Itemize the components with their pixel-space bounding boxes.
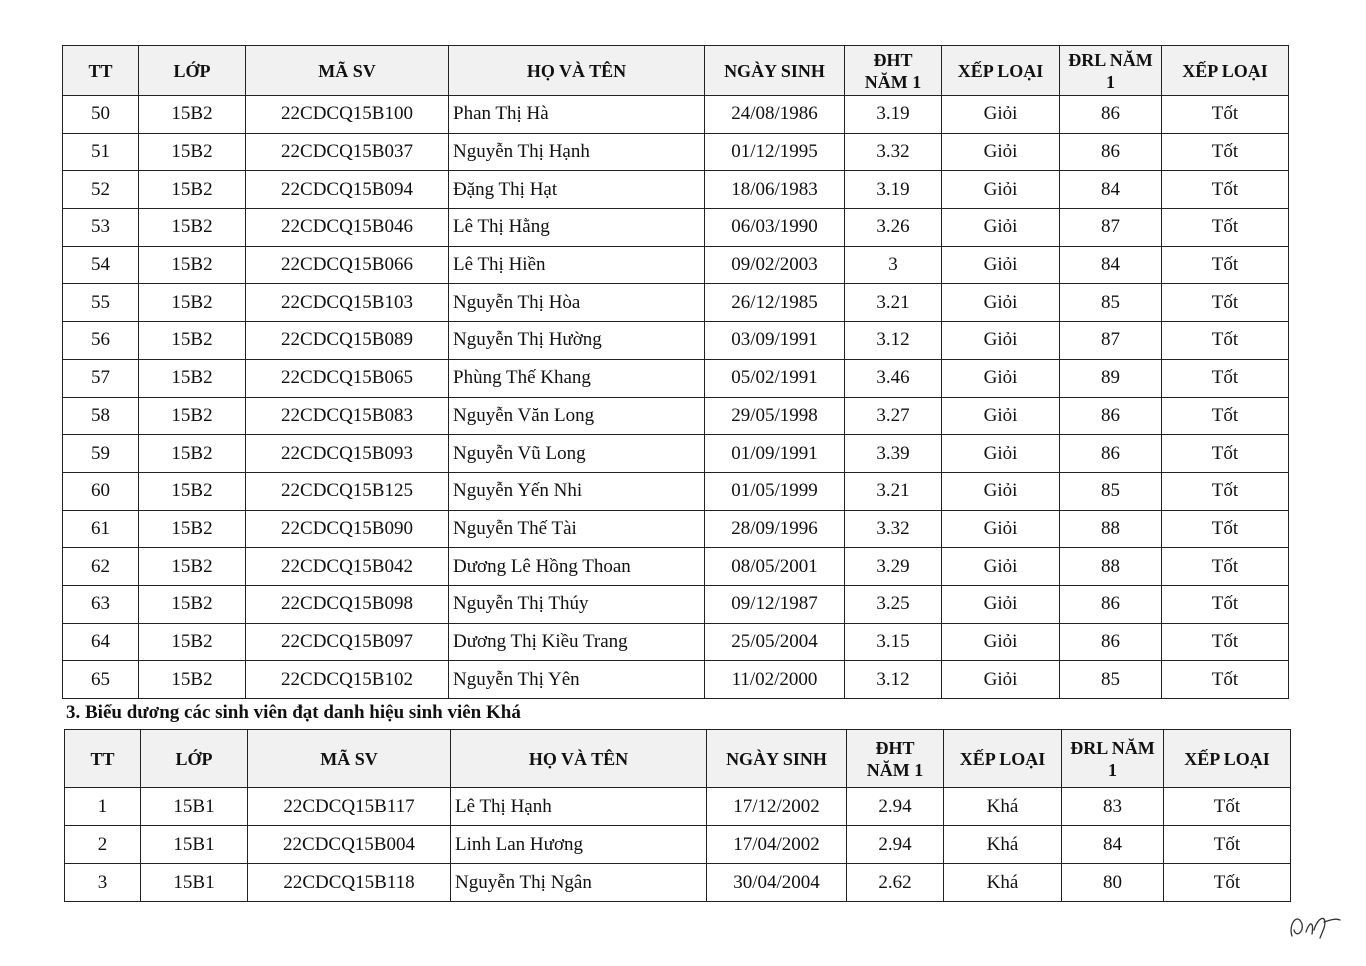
column-header: ĐRL NĂM 1: [1062, 730, 1164, 788]
table-cell: 2.94: [847, 826, 944, 864]
table-cell: Lê Thị Hiền: [449, 246, 705, 284]
table-cell: Nguyễn Thị Yên: [449, 661, 705, 699]
table-row: [63, 171, 1289, 209]
table-cell: 62: [63, 548, 139, 586]
table-cell: Tốt: [1164, 864, 1291, 902]
table-cell: 09/02/2003: [705, 246, 845, 284]
table-row: [63, 435, 1289, 473]
table-cell: Nguyễn Văn Long: [449, 397, 705, 435]
table-row: [63, 472, 1289, 510]
table-cell: 80: [1062, 864, 1164, 902]
table-cell: 15B2: [139, 472, 246, 510]
table-cell: 61: [63, 510, 139, 548]
table-cell: 60: [63, 472, 139, 510]
table-cell: Giỏi: [942, 661, 1060, 699]
column-header: HỌ VÀ TÊN: [451, 730, 707, 788]
table-cell: Tốt: [1162, 171, 1289, 209]
table-cell: Đặng Thị Hạt: [449, 171, 705, 209]
table-cell: 24/08/1986: [705, 96, 845, 134]
table-cell: Tốt: [1162, 359, 1289, 397]
table-cell: 3.21: [845, 472, 942, 510]
column-header: XẾP LOẠI: [1164, 730, 1291, 788]
table-cell: 88: [1060, 548, 1162, 586]
table-cell: Giỏi: [942, 435, 1060, 473]
table-row: [63, 284, 1289, 322]
table-cell: Nguyễn Thị Hạnh: [449, 133, 705, 171]
column-header: XẾP LOẠI: [1162, 46, 1289, 96]
table-cell: 56: [63, 322, 139, 360]
table-cell: 15B2: [139, 623, 246, 661]
table-row: [63, 246, 1289, 284]
table-cell: 3.19: [845, 171, 942, 209]
table-cell: 2.94: [847, 788, 944, 826]
table-cell: 51: [63, 133, 139, 171]
table-cell: 59: [63, 435, 139, 473]
table-cell: Tốt: [1162, 435, 1289, 473]
table-cell: 22CDCQ15B089: [246, 322, 449, 360]
table-cell: Khá: [944, 826, 1062, 864]
table-row: [63, 585, 1289, 623]
table-cell: 01/12/1995: [705, 133, 845, 171]
table-cell: 3.25: [845, 585, 942, 623]
table-cell: 22CDCQ15B037: [246, 133, 449, 171]
table-cell: 84: [1062, 826, 1164, 864]
table-cell: Tốt: [1162, 96, 1289, 134]
student-table-gioi: [62, 45, 1289, 699]
table-cell: 3: [65, 864, 141, 902]
table-cell: 22CDCQ15B090: [246, 510, 449, 548]
table-cell: Giỏi: [942, 284, 1060, 322]
table-cell: 22CDCQ15B094: [246, 171, 449, 209]
table-cell: Tốt: [1162, 623, 1289, 661]
table-cell: 15B2: [139, 359, 246, 397]
table-row: [63, 359, 1289, 397]
column-header: ĐRL NĂM 1: [1060, 46, 1162, 96]
table-row: [63, 133, 1289, 171]
table-row: [65, 864, 1291, 902]
table-cell: Giỏi: [942, 510, 1060, 548]
table-cell: Nguyễn Vũ Long: [449, 435, 705, 473]
column-header: XẾP LOẠI: [942, 46, 1060, 96]
table-cell: 22CDCQ15B093: [246, 435, 449, 473]
table-cell: 3.39: [845, 435, 942, 473]
table-cell: Tốt: [1162, 322, 1289, 360]
table-cell: 86: [1060, 435, 1162, 473]
table-cell: 15B2: [139, 322, 246, 360]
table-row: [65, 788, 1291, 826]
column-header: TT: [65, 730, 141, 788]
table-cell: Tốt: [1162, 133, 1289, 171]
table-cell: 25/05/2004: [705, 623, 845, 661]
table-cell: 03/09/1991: [705, 322, 845, 360]
table-cell: 15B2: [139, 548, 246, 586]
table-cell: Phan Thị Hà: [449, 96, 705, 134]
table-cell: Giỏi: [942, 397, 1060, 435]
table-cell: 15B2: [139, 661, 246, 699]
table-cell: 3.26: [845, 209, 942, 247]
table-cell: 86: [1060, 96, 1162, 134]
table-row: [63, 209, 1289, 247]
table-cell: 65: [63, 661, 139, 699]
table-cell: 2: [65, 826, 141, 864]
table-cell: 15B1: [141, 826, 248, 864]
table-cell: 85: [1060, 284, 1162, 322]
column-header: MÃ SV: [248, 730, 451, 788]
table-body: [63, 96, 1289, 699]
table-cell: 15B2: [139, 96, 246, 134]
table-cell: 87: [1060, 209, 1162, 247]
table-cell: Tốt: [1162, 246, 1289, 284]
table-cell: 15B1: [141, 788, 248, 826]
table-cell: Giỏi: [942, 246, 1060, 284]
table-cell: Giỏi: [942, 623, 1060, 661]
table-row: [63, 397, 1289, 435]
table-cell: 3.12: [845, 322, 942, 360]
table-cell: 22CDCQ15B102: [246, 661, 449, 699]
column-header: MÃ SV: [246, 46, 449, 96]
table-cell: Khá: [944, 864, 1062, 902]
table-cell: Giỏi: [942, 585, 1060, 623]
table-cell: 2.62: [847, 864, 944, 902]
table-cell: 3.46: [845, 359, 942, 397]
table-cell: 22CDCQ15B100: [246, 96, 449, 134]
column-header: NGÀY SINH: [705, 46, 845, 96]
table-cell: Giỏi: [942, 209, 1060, 247]
table-cell: 22CDCQ15B083: [246, 397, 449, 435]
table-row: [63, 96, 1289, 134]
table-cell: 3.15: [845, 623, 942, 661]
table-cell: 3.19: [845, 96, 942, 134]
table-cell: 22CDCQ15B066: [246, 246, 449, 284]
table-cell: Nguyễn Thị Thúy: [449, 585, 705, 623]
table-cell: 3.32: [845, 133, 942, 171]
table-cell: 08/05/2001: [705, 548, 845, 586]
table-body: [65, 788, 1291, 902]
table-cell: 22CDCQ15B046: [246, 209, 449, 247]
table-cell: 63: [63, 585, 139, 623]
table-cell: 22CDCQ15B117: [248, 788, 451, 826]
table-cell: 3.12: [845, 661, 942, 699]
table-cell: Giỏi: [942, 96, 1060, 134]
table-header: [63, 46, 1289, 96]
table-cell: 09/12/1987: [705, 585, 845, 623]
table-cell: 29/05/1998: [705, 397, 845, 435]
table-cell: Dương Thị Kiều Trang: [449, 623, 705, 661]
table-cell: 15B2: [139, 510, 246, 548]
table-header: [65, 730, 1291, 788]
table-cell: Nguyễn Thị Hòa: [449, 284, 705, 322]
table-cell: 84: [1060, 171, 1162, 209]
table-cell: 55: [63, 284, 139, 322]
table-cell: 86: [1060, 585, 1162, 623]
table-cell: 89: [1060, 359, 1162, 397]
table-cell: 53: [63, 209, 139, 247]
table-cell: 52: [63, 171, 139, 209]
table-cell: Giỏi: [942, 133, 1060, 171]
table-cell: 05/02/1991: [705, 359, 845, 397]
table-cell: Giỏi: [942, 171, 1060, 209]
table-cell: 01/05/1999: [705, 472, 845, 510]
table-cell: Linh Lan Hương: [451, 826, 707, 864]
table-cell: 11/02/2000: [705, 661, 845, 699]
table-cell: 15B2: [139, 171, 246, 209]
table-cell: 58: [63, 397, 139, 435]
table-cell: Lê Thị Hạnh: [451, 788, 707, 826]
student-table-kha: [64, 729, 1291, 902]
table-cell: 22CDCQ15B004: [248, 826, 451, 864]
section-heading: 3. Biểu dương các sinh viên đạt danh hiệu sinh viên Khá: [66, 702, 521, 723]
table-cell: 86: [1060, 397, 1162, 435]
table-cell: 3.27: [845, 397, 942, 435]
header-row: [63, 46, 1289, 96]
table-cell: Tốt: [1164, 826, 1291, 864]
table-cell: 86: [1060, 133, 1162, 171]
column-header: ĐHT NĂM 1: [845, 46, 942, 96]
column-header: ĐHT NĂM 1: [847, 730, 944, 788]
table-cell: Giỏi: [942, 359, 1060, 397]
column-header: HỌ VÀ TÊN: [449, 46, 705, 96]
table-cell: Tốt: [1162, 585, 1289, 623]
table-cell: Giỏi: [942, 472, 1060, 510]
table-cell: 22CDCQ15B065: [246, 359, 449, 397]
table-cell: 57: [63, 359, 139, 397]
table-cell: Nguyễn Thế Tài: [449, 510, 705, 548]
table-cell: 54: [63, 246, 139, 284]
table-cell: 15B2: [139, 435, 246, 473]
table-cell: Giỏi: [942, 322, 1060, 360]
table-cell: 87: [1060, 322, 1162, 360]
table-cell: 22CDCQ15B103: [246, 284, 449, 322]
table-cell: Tốt: [1162, 209, 1289, 247]
table-cell: Tốt: [1162, 661, 1289, 699]
header-row: [65, 730, 1291, 788]
table-row: [63, 510, 1289, 548]
table-cell: 83: [1062, 788, 1164, 826]
table-cell: 3.21: [845, 284, 942, 322]
table-cell: 15B2: [139, 209, 246, 247]
table-cell: 22CDCQ15B125: [246, 472, 449, 510]
table-cell: Lê Thị Hằng: [449, 209, 705, 247]
table-cell: Nguyễn Yến Nhi: [449, 472, 705, 510]
table-cell: Khá: [944, 788, 1062, 826]
table-cell: 86: [1060, 623, 1162, 661]
column-header: XẾP LOẠI: [944, 730, 1062, 788]
table-cell: 26/12/1985: [705, 284, 845, 322]
table-cell: Tốt: [1162, 472, 1289, 510]
table-cell: Nguyễn Thị Ngân: [451, 864, 707, 902]
handwritten-signature: [1284, 902, 1344, 942]
table-cell: 3.29: [845, 548, 942, 586]
table-cell: Dương Lê Hồng Thoan: [449, 548, 705, 586]
table-cell: 84: [1060, 246, 1162, 284]
table-cell: 17/12/2002: [707, 788, 847, 826]
table-cell: 15B2: [139, 284, 246, 322]
table-cell: Phùng Thế Khang: [449, 359, 705, 397]
column-header: NGÀY SINH: [707, 730, 847, 788]
table-cell: 3.32: [845, 510, 942, 548]
column-header: LỚP: [139, 46, 246, 96]
table-row: [65, 826, 1291, 864]
table-cell: 28/09/1996: [705, 510, 845, 548]
table-cell: 50: [63, 96, 139, 134]
table-cell: 3: [845, 246, 942, 284]
table-cell: Tốt: [1162, 284, 1289, 322]
table-cell: Nguyễn Thị Hường: [449, 322, 705, 360]
table-cell: 17/04/2002: [707, 826, 847, 864]
table-cell: 1: [65, 788, 141, 826]
column-header: LỚP: [141, 730, 248, 788]
table-cell: 01/09/1991: [705, 435, 845, 473]
table-row: [63, 623, 1289, 661]
table-cell: 15B2: [139, 246, 246, 284]
table-cell: 22CDCQ15B097: [246, 623, 449, 661]
table-cell: 06/03/1990: [705, 209, 845, 247]
column-header: TT: [63, 46, 139, 96]
table-cell: 15B2: [139, 133, 246, 171]
table-cell: Tốt: [1162, 510, 1289, 548]
table-cell: 15B1: [141, 864, 248, 902]
table-cell: 85: [1060, 661, 1162, 699]
table-cell: 85: [1060, 472, 1162, 510]
table-cell: 15B2: [139, 397, 246, 435]
table-cell: Tốt: [1164, 788, 1291, 826]
table-cell: 15B2: [139, 585, 246, 623]
table-cell: 22CDCQ15B118: [248, 864, 451, 902]
table-cell: 18/06/1983: [705, 171, 845, 209]
table-cell: 22CDCQ15B098: [246, 585, 449, 623]
table-cell: Tốt: [1162, 548, 1289, 586]
table-row: [63, 548, 1289, 586]
table-row: [63, 661, 1289, 699]
table-cell: 64: [63, 623, 139, 661]
table-row: [63, 322, 1289, 360]
table-cell: 30/04/2004: [707, 864, 847, 902]
table-cell: 88: [1060, 510, 1162, 548]
table-cell: Giỏi: [942, 548, 1060, 586]
table-cell: 22CDCQ15B042: [246, 548, 449, 586]
table-cell: Tốt: [1162, 397, 1289, 435]
